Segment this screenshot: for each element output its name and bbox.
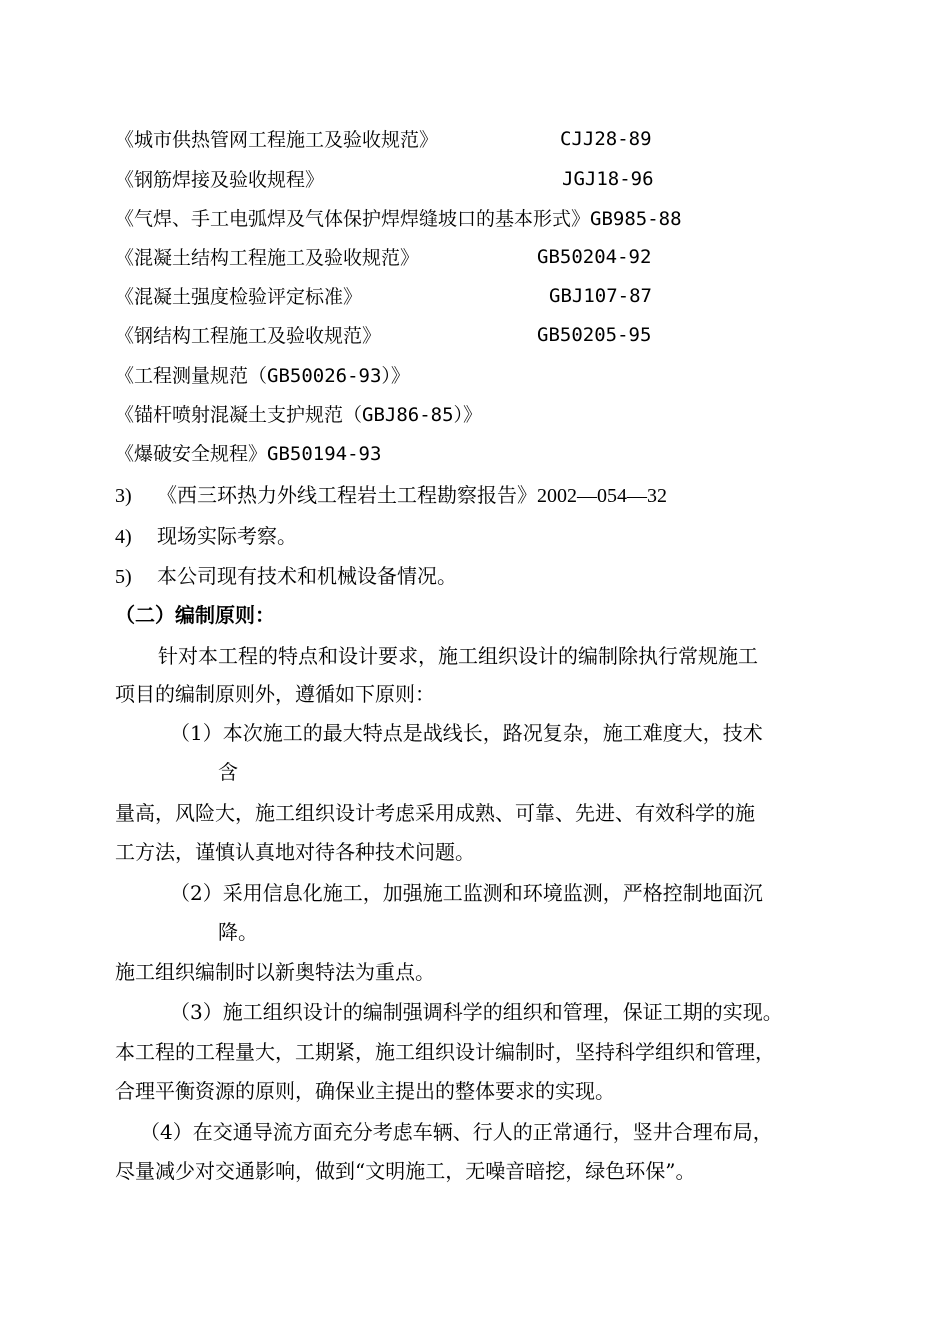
reference-title: 《气焊、手工电弧焊及气体保护焊焊缝坡口的基本形式》 [115, 208, 591, 230]
reference-code: GB985-88 [590, 208, 682, 230]
numbered-item [115, 522, 297, 550]
item-text: 现场实际考察。 [157, 524, 297, 548]
reference-item [115, 204, 682, 232]
principle-lead: （2）采用信息化施工，加强施工监测和环境监测，严格控制地面沉 [170, 881, 763, 905]
reference-code: GB50205-95 [537, 324, 652, 346]
principle-lead: （1）本次施工的最大特点是战线长，路况复杂，施工难度大，技术 [170, 721, 763, 745]
principle-wrap: 含 [218, 760, 238, 784]
reference-title: 《锚杆喷射混凝土支护规范（GBJ86-85）》 [115, 404, 483, 426]
reference-item [115, 125, 652, 153]
reference-item [115, 439, 381, 467]
item-code: 2002—054—32 [537, 485, 667, 507]
reference-item [115, 165, 654, 193]
numbered-item [115, 562, 457, 590]
reference-title: 《钢筋焊接及验收规程》 [115, 169, 325, 191]
item-text: 本公司现有技术和机械设备情况。 [157, 564, 457, 588]
section-heading: （二）编制原则： [115, 603, 275, 627]
paragraph-line: 针对本工程的特点和设计要求，施工组织设计的编制除执行常规施工 [158, 644, 758, 668]
item-number: 5) [115, 566, 132, 588]
reference-code: GBJ107-87 [549, 285, 652, 307]
reference-item [115, 243, 652, 271]
reference-item [115, 400, 482, 428]
paragraph-line: 尽量减少对交通影响，做到“文明施工，无噪音暗挖，绿色环保”。 [115, 1159, 696, 1183]
principle-lead: （3）施工组织设计的编制强调科学的组织和管理，保证工期的实现。 [170, 1000, 783, 1024]
paragraph-line: 合理平衡资源的原则，确保业主提出的整体要求的实现。 [115, 1079, 615, 1103]
paragraph-line: 施工组织编制时以新奥特法为重点。 [115, 960, 435, 984]
paragraph-line: 量高，风险大，施工组织设计考虑采用成熟、可靠、先进、有效科学的施 [115, 801, 755, 825]
principle-lead: （4）在交通导流方面充分考虑车辆、行人的正常通行，竖井合理布局， [140, 1120, 773, 1144]
reference-title: 《混凝土强度检验评定标准》 [115, 286, 363, 308]
reference-item [115, 361, 410, 389]
reference-code: GB50204-92 [537, 246, 652, 268]
reference-item [115, 321, 652, 349]
item-number: 4) [115, 526, 132, 548]
reference-title: 《爆破安全规程》GB50194-93 [115, 443, 382, 465]
reference-title: 《工程测量规范（GB50026-93）》 [115, 365, 410, 387]
paragraph-line: 工方法，谨慎认真地对待各种技术问题。 [115, 840, 475, 864]
principle-wrap: 降。 [218, 920, 258, 944]
numbered-item [115, 481, 667, 509]
item-number: 3) [115, 485, 132, 507]
reference-item [115, 282, 652, 310]
reference-title: 《钢结构工程施工及验收规范》 [115, 325, 382, 347]
paragraph-line: 本工程的工程量大，工期紧，施工组织设计编制时，坚持科学组织和管理， [115, 1040, 775, 1064]
paragraph-line: 项目的编制原则外，遵循如下原则： [115, 682, 435, 706]
reference-title: 《城市供热管网工程施工及验收规范》 [115, 129, 439, 151]
item-text: 《西三环热力外线工程岩土工程勘察报告》 [157, 483, 537, 507]
reference-code: CJJ28-89 [560, 128, 652, 150]
reference-code: JGJ18-96 [562, 168, 654, 190]
reference-title: 《混凝土结构工程施工及验收规范》 [115, 247, 420, 269]
